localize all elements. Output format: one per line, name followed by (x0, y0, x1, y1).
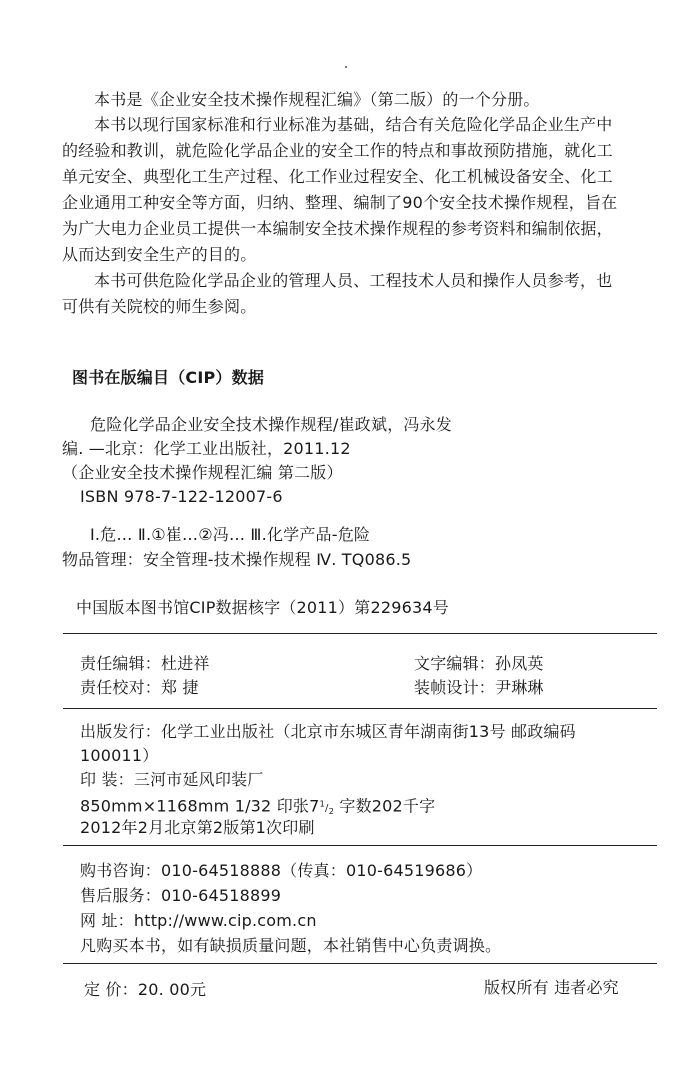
intro-p3-line: 可供有关院校的师生参阅。 (62, 297, 257, 316)
intro-p2-line: 从而达到安全生产的目的。 (62, 245, 257, 264)
fraction-denominator: 2 (328, 806, 335, 817)
divider (63, 708, 657, 709)
divider (63, 963, 657, 964)
intro-p2-line: 本书以现行国家标准和行业标准为基础，结合有关危险化学品企业生产中 (94, 115, 613, 134)
word-count: 字数202千字 (334, 796, 436, 816)
intro-p2-line: 的经验和教训，就危险化学品企业的安全工作的特点和事故预防措施，就化工 (62, 141, 613, 160)
cip-classification: Ⅰ.危… Ⅱ.①崔…②冯… Ⅲ.化学产品-危险 (90, 525, 371, 544)
price: 定 价：20. 00元 (84, 980, 207, 999)
printer: 印 装：三河市延风印装厂 (80, 770, 264, 789)
intro-p2-line: 企业通用工种安全等方面，归纳、整理、编制了90个安全技术操作规程，旨在 (62, 193, 618, 212)
sheet-fraction: $^1/_2$ (319, 799, 335, 817)
responsible-editor: 责任编辑：杜进祥 (80, 654, 210, 673)
website: 网 址：http://www.cip.com.cn (80, 911, 317, 930)
after-sales-contact: 售后服务：010-64518899 (80, 886, 282, 905)
intro-p3-line: 本书可供危险化学品企业的管理人员、工程技术人员和操作人员参考，也 (94, 271, 613, 290)
divider (63, 633, 657, 634)
postal-code: 100011） (80, 746, 159, 765)
publisher: 出版发行：化学工业出版社（北京市东城区青年湖南街13号 邮政编码 (80, 722, 576, 741)
intro-p2-line: 为广大电力企业员工提供一本编制安全技术操作规程的参考资料和编制依据， (62, 219, 613, 238)
intro-paragraph-1: 本书是《企业安全技术操作规程汇编》（第二版）的一个分册。 (94, 90, 540, 109)
text-editor: 文字编辑：孙凤英 (414, 654, 544, 673)
copyright-notice: 版权所有 违者必究 (484, 978, 619, 997)
purchase-contact: 购书咨询：010-64518888（传真：010-64519686） (80, 861, 483, 880)
fraction-numerator: 1 (319, 799, 325, 809)
cip-classification: 物品管理：安全管理-技术操作规程 Ⅳ. TQ086.5 (62, 550, 412, 569)
cip-heading: 图书在版编目（CIP）数据 (72, 368, 265, 387)
proofreader: 责任校对：郑 捷 (80, 678, 199, 697)
cover-designer: 装帧设计：尹琳琳 (414, 678, 544, 697)
edition-printing: 2012年2月北京第2版第1次印刷 (80, 818, 315, 837)
cip-check-number: 中国版本图书馆CIP数据核字（2011）第229634号 (76, 598, 449, 617)
cip-line: 危险化学品企业安全技术操作规程/崔政斌，冯永发 (90, 415, 452, 434)
replacement-notice: 凡购买本书，如有缺损质量问题，本社销售中心负责调换。 (80, 936, 502, 955)
cip-line: 编. —北京：化学工业出版社，2011.12 (62, 439, 351, 458)
intro-p2-line: 单元安全、典型化工生产过程、化工作业过程安全、化工机械设备安全、化工 (62, 167, 613, 186)
scan-speck (345, 66, 347, 68)
cip-line: （企业安全技术操作规程汇编 第二版） (62, 463, 343, 482)
divider (63, 845, 657, 846)
cip-isbn: ISBN 978-7-122-12007-6 (80, 487, 283, 506)
format-text: 850mm×1168mm 1/32 印张7 (80, 796, 320, 816)
